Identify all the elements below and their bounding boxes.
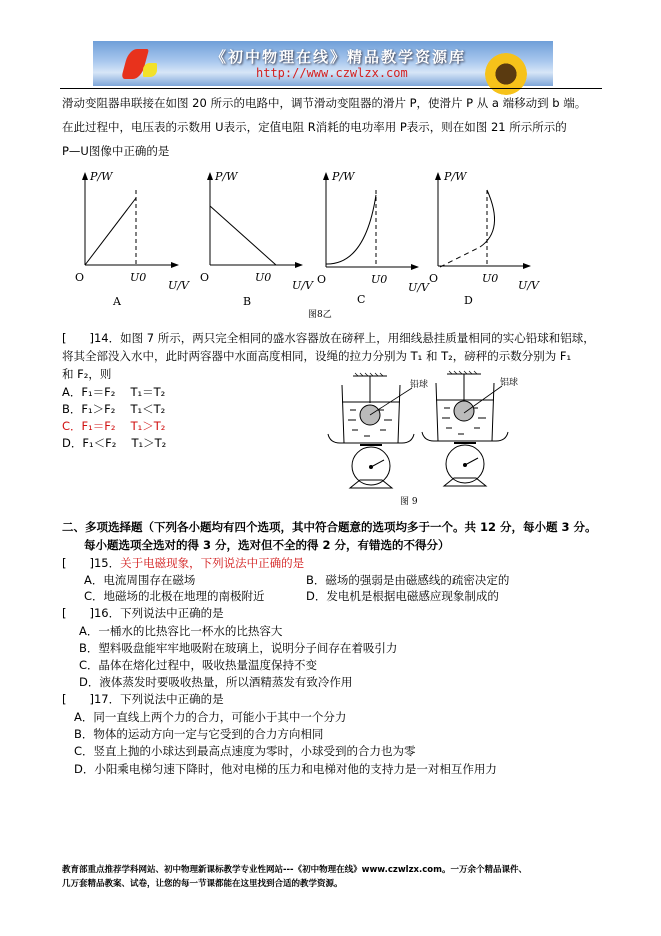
graph-label-c: C <box>357 293 366 306</box>
graph-a <box>75 170 190 308</box>
graph-b <box>200 170 314 308</box>
x-axis-label: U/V <box>518 279 539 292</box>
graph-label-b: B <box>243 295 252 308</box>
q14-stem: 如图 7 所示，两只完全相同的盛水容器放在磅秤上，用细线悬挂质量相同的实心铅球和铝球， <box>120 331 595 345</box>
q16-line <box>62 606 224 620</box>
q14-line-2: 将其全部没入水中，此时两容器中水面高度相同，设绳的拉力分别为 T₁ 和 T₂，磅秤的示数分别为 F₁ <box>62 349 572 363</box>
q15-option-a: A．电流周围存在磁场 <box>84 573 196 587</box>
y-axis-label: P/W <box>215 170 238 183</box>
q17-bracket[interactable]: [ ]17． <box>62 692 121 706</box>
q16-bracket[interactable]: [ ]16． <box>62 606 121 620</box>
logo-accent-icon <box>143 63 157 77</box>
u0-label: U0 <box>130 271 147 284</box>
q17-option-c: C．竖直上抛的小球达到最高点速度为零时，小球受到的合力也为零 <box>74 744 416 758</box>
q16-option-d: D．液体蒸发时要吸收热量，所以酒精蒸发有致冷作用 <box>79 675 353 689</box>
q15-stem: 关于电磁现象，下列说法中正确的是 <box>120 556 305 570</box>
y-axis-label: P/W <box>332 170 355 183</box>
graph-label-a: A <box>113 295 121 308</box>
origin-label: O <box>75 271 85 284</box>
q14-option-c: C．F₁＝F₂ T₁＞T₂ <box>62 419 166 433</box>
graph-label-d: D <box>464 294 473 307</box>
header-banner <box>93 41 553 86</box>
section2-instructions: 每小题选项全选对的得 3 分，选对但不全的得 2 分，有错选的不得分） <box>84 538 450 552</box>
banner-title: 《初中物理在线》精品教学资源库 <box>211 48 467 66</box>
q15-line <box>62 556 304 570</box>
graph-d <box>429 170 540 307</box>
q15-option-b: B．磁场的强弱是由磁感线的疏密决定的 <box>306 573 510 587</box>
u0-label: U0 <box>255 271 272 284</box>
u0-label: U0 <box>482 272 499 285</box>
origin-label: O <box>429 272 439 285</box>
origin-label: O <box>317 273 327 286</box>
q14-option-a: A．F₁＝F₂ T₁＝T₂ <box>62 385 166 399</box>
q15-option-c: C．地磁场的北极在地理的南极附近 <box>84 589 265 603</box>
q17-stem: 下列说法中正确的是 <box>120 692 224 706</box>
banner-url: http://www.czwlzx.com <box>256 66 408 80</box>
y-axis-label: P/W <box>90 170 113 183</box>
header-divider <box>60 88 602 89</box>
q16-option-c: C．晶体在熔化过程中，吸收热量温度保持不变 <box>79 658 318 672</box>
lead-ball-label: 铅球 <box>410 380 429 390</box>
y-axis-label: P/W <box>444 170 467 183</box>
footer-line-1: 教育部重点推荐学科网站、初中物理新课标教学专业性网站---《初中物理在线》www.czwlzx.com。一万余个精品课件、 <box>62 865 527 875</box>
q14-bracket[interactable]: [ ]14． <box>62 331 121 345</box>
intro-line-1: 滑动变阻器串联接在如图 20 所示的电路中，调节滑动变阻器的滑片 P，使滑片 P 从 a 端移动到 b 端。 <box>62 96 587 110</box>
u0-label: U0 <box>371 273 388 286</box>
q17-option-d: D．小阳乘电梯匀速下降时，他对电梯的压力和电梯对他的支持力是一对相互作用力 <box>74 762 497 776</box>
lead-ball-setup <box>328 373 428 488</box>
q15-bracket[interactable]: [ ]15． <box>62 556 121 570</box>
intro-line-3: P—U图像中正确的是 <box>62 144 170 158</box>
q16-option-b: B．塑料吸盘能牢牢地吸附在玻璃上，说明分子间存在着吸引力 <box>79 641 398 655</box>
q15-option-d: D．发电机是根据电磁感应现象制成的 <box>306 589 499 603</box>
origin-label: O <box>200 271 210 284</box>
q16-stem: 下列说法中正确的是 <box>120 606 224 620</box>
q14-line-3: 和 F₂，则 <box>62 367 112 381</box>
figure-9-scales <box>320 370 520 510</box>
figure-9-caption: 图 9 <box>400 497 418 507</box>
pu-graphs-figure <box>60 165 539 320</box>
x-axis-label: U/V <box>292 279 313 292</box>
aluminum-ball-setup <box>422 371 518 486</box>
footer-line-2: 几万套精品教案、试卷，让您的每一节课都能在这里找到合适的教学资源。 <box>62 879 343 889</box>
graph-c <box>317 170 430 306</box>
figure-caption: 图8乙 <box>308 310 332 320</box>
section2-heading: 二、多项选择题（下列各小题均有四个选项，其中符合题意的选项均多于一个。共 12 分，每小题 3 分。 <box>62 520 597 534</box>
q17-option-b: B．物体的运动方向一定与它受到的合力方向相同 <box>74 727 324 741</box>
q16-option-a: A．一桶水的比热容比一杯水的比热容大 <box>79 624 283 638</box>
q14-line-1 <box>62 331 595 345</box>
aluminum-ball-label: 铝球 <box>500 378 519 388</box>
q14-option-d: D．F₁＜F₂ T₁＞T₂ <box>62 436 167 450</box>
x-axis-label: U/V <box>408 281 429 294</box>
x-axis-label: U/V <box>168 279 189 292</box>
q17-option-a: A．同一直线上两个力的合力，可能小于其中一个分力 <box>74 710 347 724</box>
q17-line <box>62 692 224 706</box>
q14-option-b: B．F₁＞F₂ T₁＜T₂ <box>62 402 166 416</box>
intro-line-2: 在此过程中，电压表的示数用 U表示，定值电阻 R消耗的电功率用 P表示，则在如图 21 所示所示的 <box>62 120 567 134</box>
